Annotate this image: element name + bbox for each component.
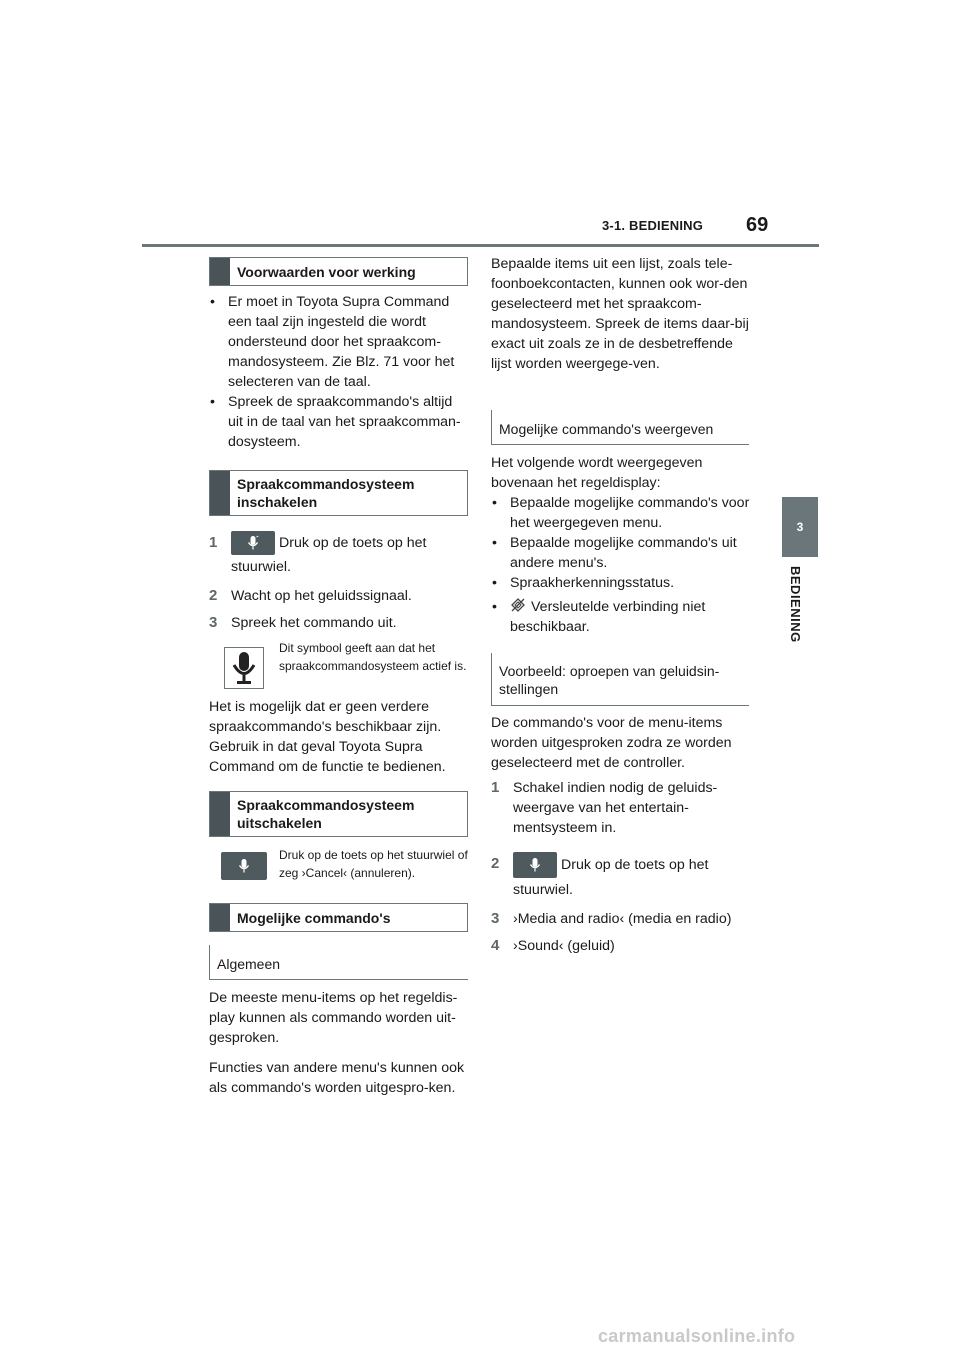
heading-box-conditions: [209, 257, 468, 286]
para-example: De commando's voor de menu-items worden uitgesproken zodra ze worden geselecteerd met de controller.: [491, 715, 732, 771]
para-menu-items: De meeste menu-items op het regeldis-play kunnen als commando worden uit-gesproken.: [209, 990, 458, 1046]
microphone-icon: [238, 858, 250, 874]
header-rule: [142, 244, 819, 247]
subheading-general: Algemeen: [209, 945, 468, 980]
disable-note: Druk op de toets op het stuurwiel of zeg ›Cancel‹ (annuleren).: [279, 848, 468, 880]
voice-button-image: [231, 531, 275, 555]
list-item: • Versleutelde verbinding niet beschikbaar.: [492, 599, 706, 635]
shown-section: [491, 453, 753, 637]
list-item: • Bepaalde mogelijke commando's voor het weergegeven menu.: [492, 495, 750, 531]
voice-button-image: [513, 852, 557, 878]
list-item: • Spreek de spraakcommando's altijd uit in de taal van het spraakcomman-dosysteem.: [210, 394, 461, 450]
step-item: 3 ›Media and radio‹ (media en radio): [491, 910, 732, 927]
subheading-example: Voorbeeld: oproepen van geluidsin-stellingen: [491, 653, 749, 706]
step-item: 4 ›Sound‹ (geluid): [491, 937, 615, 954]
page-number: 69: [746, 214, 769, 236]
chapter-tab-label: BEDIENING: [788, 566, 803, 643]
enable-steps: [209, 531, 467, 633]
para-other-menus: Functies van andere menu's kunnen ook als commando's worden uitgespro-ken.: [209, 1060, 465, 1096]
para-list-items: Bepaalde items uit een lijst, zoals tele-foonboekcontacten, kunnen ook wor-den geselecteerd met het spraakcom-mandosysteem. Spreek de items daar-bij exact uit zoals ze in de desbetreffende lijst worden weergege-ven.: [491, 256, 749, 372]
chapter-tab: 3: [782, 497, 818, 557]
step-item: 1 Druk op de toets op het stuurwiel.: [209, 531, 467, 579]
voice-button-image: [221, 852, 267, 880]
heading-disable: Spraakcommandosysteem uitschakelen: [237, 797, 415, 831]
section-title: 3-1. BEDIENING: [602, 218, 704, 233]
heading-conditions: Voorwaarden voor werking: [237, 264, 416, 280]
example-section: [491, 713, 753, 956]
step-item: 3 Spreek het commando uit.: [209, 614, 397, 632]
list-item: • Er moet in Toyota Supra Command een taal zijn ingesteld die wordt ondersteund door het spraakcom-mandosysteem. Zie Blz. 71 voor het selecteren van de taal.: [210, 294, 455, 390]
heading-commands: Mogelijke commando's: [237, 910, 391, 926]
step-item: 1 Schakel indien nodig de geluids-weergave van het entertain-mentsysteem in.: [491, 779, 718, 836]
conditions-list: [209, 292, 467, 452]
microphone-icon: [247, 535, 259, 551]
para-not-available: Het is mogelijk dat er geen verdere spraakcommando's beschikbaar zijn. Gebruik in dat geval Toyota Supra Command om de functie te bedienen.: [209, 699, 446, 775]
watermark: carmanualsonline.info: [598, 1326, 796, 1346]
voice-active-symbol: [224, 647, 264, 689]
list-item: • Spraakherkenningsstatus.: [492, 575, 675, 591]
para-shown: Het volgende wordt weergegeven bovenaan het regeldisplay:: [491, 455, 703, 491]
list-item: • Bepaalde mogelijke commando's uit andere menu's.: [492, 535, 737, 571]
microphone-icon: [529, 857, 541, 873]
symbol-note: Dit symbool geeft aan dat het spraakcommandosysteem actief is.: [279, 641, 467, 673]
step-item: 2 Druk op de toets op het stuurwiel.: [491, 852, 753, 902]
no-encryption-icon: [510, 597, 526, 613]
heading-box-disable: [209, 791, 468, 837]
subheading-show-commands: Mogelijke commando's weergeven: [491, 410, 749, 445]
heading-enable: Spraakcommandosysteem inschakelen: [237, 476, 415, 510]
general-text: [209, 988, 471, 1098]
microphone-icon: [231, 651, 257, 685]
heading-box-commands: [209, 903, 468, 932]
heading-box-enable: [209, 470, 468, 516]
step-item: 2 Wacht op het geluidssignaal.: [209, 587, 412, 605]
